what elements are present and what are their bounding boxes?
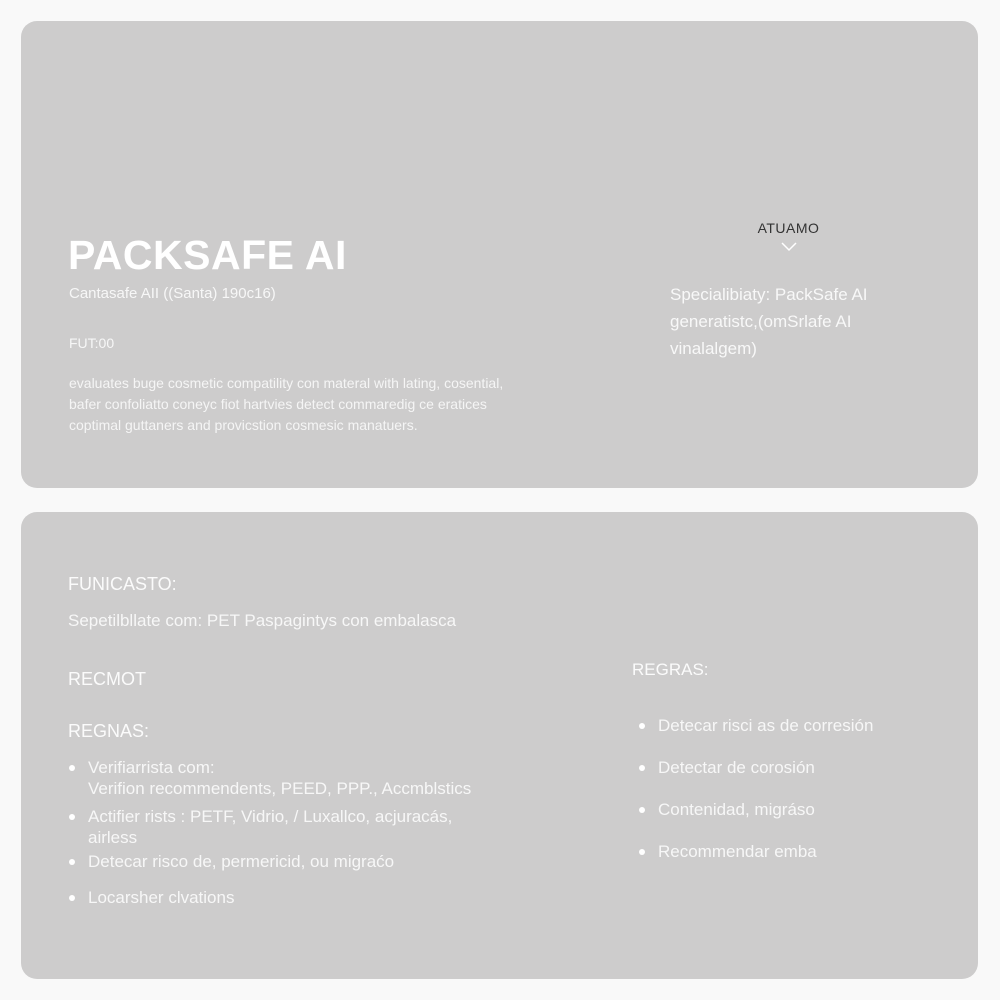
app-title: PACKSAFE AI bbox=[68, 232, 347, 278]
description-line: coptimal guttaners and provicstion cosmesic manatuers. bbox=[69, 417, 418, 433]
regnas-heading: REGNAS: bbox=[68, 721, 150, 741]
dropdown-label: ATUAMO bbox=[757, 220, 820, 236]
description-line: bafer confoliatto coneyc fiot hartvies detect commaredig ce eratices bbox=[69, 396, 487, 412]
list-item-line: Verifion recommendents, PEED, PPP., Accmblstics bbox=[88, 779, 472, 798]
regras-heading: REGRAS: bbox=[632, 660, 709, 679]
funicasto-heading: FUNICASTO: bbox=[68, 574, 177, 594]
app-description bbox=[69, 373, 503, 436]
regnas-list bbox=[68, 757, 588, 908]
funicasto-text: Sepetilbllate com: PET Paspagintys con embalasca bbox=[68, 611, 457, 630]
list-item-line: Locarsher clvations bbox=[88, 888, 235, 907]
app-subtitle: Cantasafe AII ((Santa) 190c16) bbox=[69, 285, 276, 302]
list-item-line: Actifier rists : PETF, Vidrio, / Luxallco, acjuracás, bbox=[88, 807, 453, 826]
list-item: Detectar de corosión bbox=[638, 757, 958, 778]
list-item-line: Detecar risco de, permericid, ou migraćo bbox=[88, 852, 395, 871]
regras-list bbox=[638, 715, 958, 883]
list-item bbox=[68, 887, 588, 908]
list-item: Detecar risci as de corresión bbox=[638, 715, 958, 736]
list-item bbox=[68, 757, 588, 799]
version-code: FUT:00 bbox=[69, 335, 115, 351]
list-item bbox=[68, 851, 588, 872]
list-item: Recommendar emba bbox=[638, 841, 958, 862]
list-item-line: Verifiarrista com: bbox=[88, 758, 215, 777]
chevron-down-icon bbox=[781, 242, 797, 252]
packsafe-details-card bbox=[21, 512, 978, 979]
list-item: Contenidad, migráso bbox=[638, 799, 958, 820]
atuamo-dropdown[interactable] bbox=[741, 220, 836, 252]
speciality-text bbox=[670, 281, 868, 362]
speciality-line: Specialibiaty: PackSafe AI bbox=[670, 285, 868, 304]
list-item bbox=[68, 806, 588, 848]
description-line: evaluates buge cosmetic compatility con materal with lating, cosential, bbox=[69, 375, 504, 391]
recmot-heading: RECMOT bbox=[68, 669, 146, 689]
packsafe-header-card bbox=[21, 21, 978, 488]
speciality-line: vinalalgem) bbox=[670, 339, 757, 358]
list-item-line: airless bbox=[88, 828, 138, 847]
speciality-line: generatistc,(omSrlafe AI bbox=[670, 312, 852, 331]
